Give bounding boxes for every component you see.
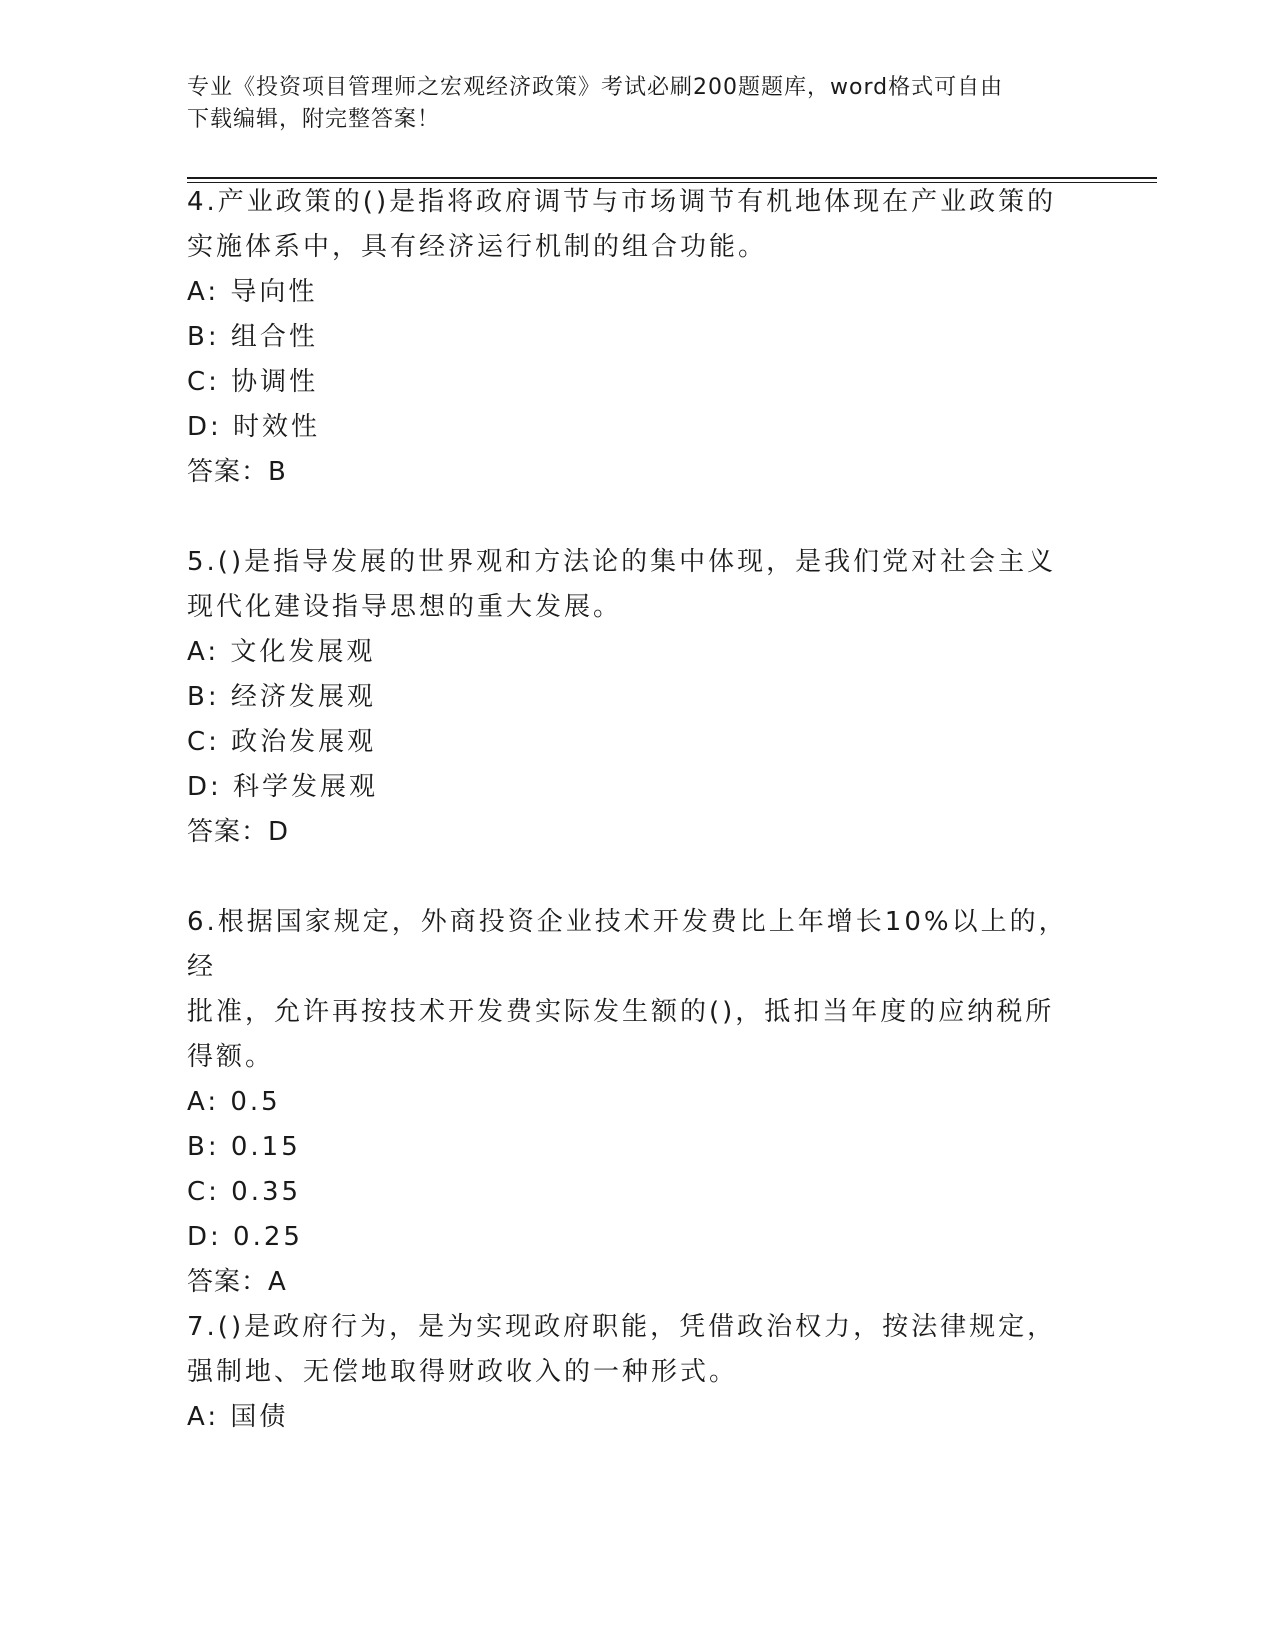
question-text: 7.()是政府行为，是为实现政府职能，凭借政治权力，按法律规定， 强制地、无偿地取得财政收入的一种形式。 <box>187 1312 1057 1387</box>
header-divider-thick <box>187 177 1157 179</box>
option-a: A: 0.5 <box>187 1087 281 1117</box>
option-a: A: 文化发展观 <box>187 637 376 667</box>
question-6 <box>187 900 1087 1305</box>
option-d: D: 科学发展观 <box>187 772 379 802</box>
question-7 <box>187 1305 1087 1440</box>
answer-label: 答案：D <box>187 817 290 847</box>
answer-label: 答案：A <box>187 1267 287 1297</box>
option-a: A: 导向性 <box>187 277 318 307</box>
document-header <box>187 72 1077 136</box>
option-d: D: 0.25 <box>187 1222 303 1252</box>
header-line-1: 专业《投资项目管理师之宏观经济政策》考试必刷200题题库，word格式可自由 <box>187 75 1004 100</box>
question-text: 4.产业政策的()是指将政府调节与市场调节有机地体现在产业政策的 实施体系中，具有经济运行机制的组合功能。 <box>187 187 1057 262</box>
answer-label: 答案：B <box>187 457 287 487</box>
question-5 <box>187 540 1087 855</box>
header-line-2: 下载编辑，附完整答案！ <box>187 107 441 132</box>
option-c: C: 政治发展观 <box>187 727 377 757</box>
question-text: 5.()是指导发展的世界观和方法论的集中体现，是我们党对社会主义 现代化建设指导思想的重大发展。 <box>187 547 1057 622</box>
question-4 <box>187 180 1087 495</box>
question-text: 6.根据国家规定，外商投资企业技术开发费比上年增长10%以上的，经 批准，允许再按技术开发费实际发生额的()，抵扣当年度的应纳税所 得额。 <box>187 907 1068 1072</box>
option-d: D: 时效性 <box>187 412 321 442</box>
option-b: B: 经济发展观 <box>187 682 376 712</box>
option-b: B: 组合性 <box>187 322 318 352</box>
option-c: C: 协调性 <box>187 367 319 397</box>
option-b: B: 0.15 <box>187 1132 301 1162</box>
option-c: C: 0.35 <box>187 1177 302 1207</box>
option-a: A: 国债 <box>187 1402 289 1432</box>
